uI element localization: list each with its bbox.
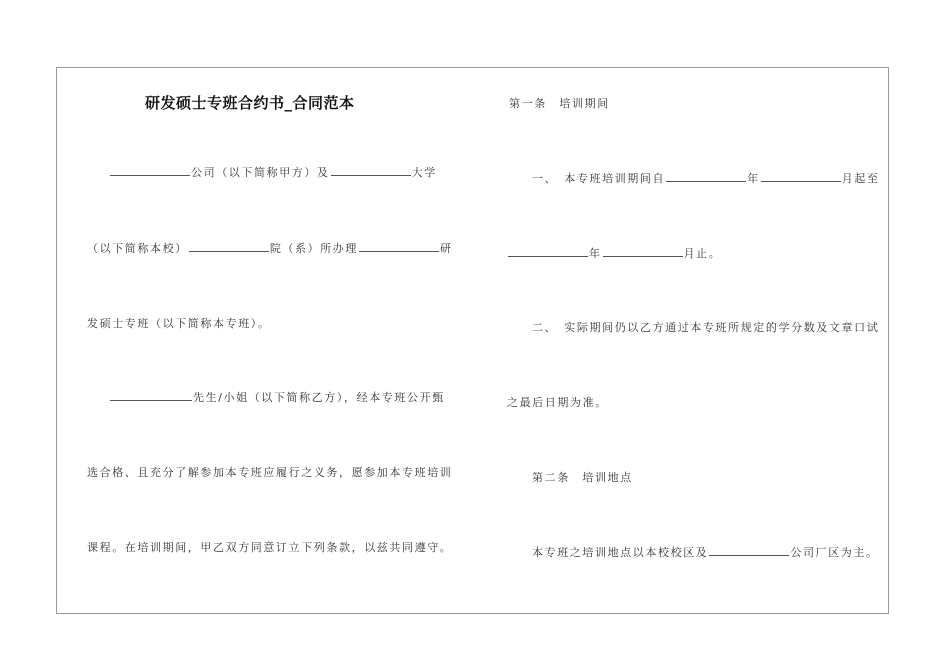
paragraph-line-3: 发硕士专班（以下简称本专班）。 bbox=[87, 317, 271, 330]
paragraph-line-5: 选合格、且充分了解参加本专班应履行之义务，愿参加本专班培训 bbox=[87, 466, 453, 479]
text-segment: 本专班之培训地点以本校校区及 bbox=[532, 546, 709, 559]
blank-field[interactable] bbox=[110, 167, 190, 176]
article-1-item-1-cont bbox=[507, 245, 721, 261]
text-segment: 公司厂区为主。 bbox=[790, 546, 879, 559]
blank-field[interactable] bbox=[603, 248, 683, 257]
article-1-item-2-cont: 之最后日期为准。 bbox=[507, 396, 608, 409]
blank-field[interactable] bbox=[359, 243, 439, 252]
paragraph-line-4 bbox=[109, 389, 445, 405]
left-column bbox=[57, 68, 477, 613]
text-segment: 一、 本专班培训期间自 bbox=[532, 172, 666, 185]
text-segment: 院（系）所办理 bbox=[269, 242, 359, 255]
document-page bbox=[56, 67, 889, 614]
right-column bbox=[477, 68, 890, 613]
article-2-body bbox=[532, 544, 879, 560]
article-1-item-1 bbox=[532, 170, 880, 186]
text-segment: 月止。 bbox=[683, 247, 722, 260]
text-segment: （以下简称本校） bbox=[87, 242, 188, 255]
blank-field[interactable] bbox=[331, 167, 411, 176]
blank-field[interactable] bbox=[761, 173, 841, 182]
text-segment: 大学 bbox=[411, 166, 437, 179]
blank-field[interactable] bbox=[508, 248, 588, 257]
paragraph-line-1 bbox=[109, 164, 437, 180]
text-segment: 公司（以下简称甲方）及 bbox=[191, 166, 330, 179]
document-title: 研发硕士专班合约书_合同范本 bbox=[145, 94, 355, 112]
paragraph-line-2 bbox=[87, 240, 453, 256]
article-2-heading: 第二条 培训地点 bbox=[532, 471, 633, 484]
text-segment: 月起至 bbox=[841, 172, 880, 185]
article-1-item-2: 二、 实际期间仍以乙方通过本专班所规定的学分数及文章口试 bbox=[532, 321, 880, 334]
text-segment: 研 bbox=[440, 242, 453, 255]
text-segment: 年 bbox=[747, 172, 760, 185]
blank-field[interactable] bbox=[110, 392, 192, 401]
text-segment: 年 bbox=[589, 247, 602, 260]
text-segment: 先生/小姐（以下简称乙方），经本专班公开甄 bbox=[193, 391, 445, 404]
blank-field[interactable] bbox=[709, 547, 789, 556]
blank-field[interactable] bbox=[666, 173, 746, 182]
article-1-heading: 第一条 培训期间 bbox=[509, 97, 610, 110]
paragraph-line-6: 课程。在培训期间，甲乙双方同意订立下列条款，以兹共同遵守。 bbox=[87, 541, 453, 554]
blank-field[interactable] bbox=[189, 243, 269, 252]
